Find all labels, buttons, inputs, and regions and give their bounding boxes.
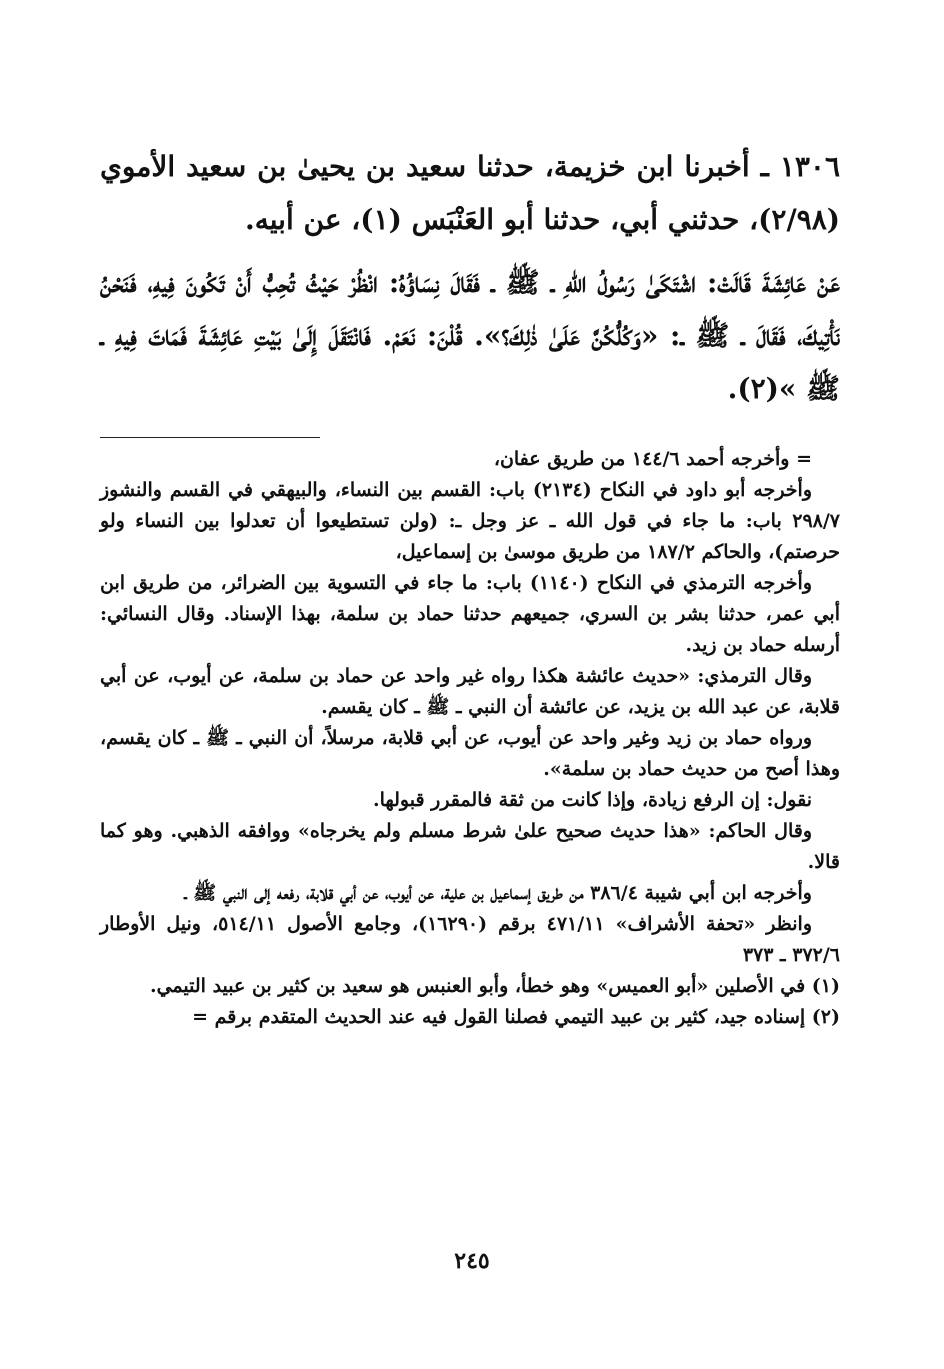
footnote-2: (٢) إسناده جيد، كثير بن عبيد التيمي فصلنا القول فيه عند الحديث المتقدم برقم = xyxy=(192,1006,840,1028)
commentary xyxy=(100,444,840,1033)
hadith-text xyxy=(100,140,840,415)
commentary-paragraph: وقال الترمذي: «حديث عائشة هكذا رواه غير واحد عن حماد بن سلمة، عن أيوب، عن أبي قلابة، عن عبد الله بن يزيد، عن عائشة أن النبي ـ ﷺ ـ كان يقسم. xyxy=(100,665,840,718)
commentary-paragraph: وأخرجه الترمذي في النكاح (١١٤٠) باب: ما جاء في التسوية بين الضرائر، من طريق ابن أبي عمر، حدثنا بشر بن السري، جميعهم حدثنا حماد بن سلمة، بهذا الإسناد. وقال النسائي: أرسله حماد بن زيد. xyxy=(100,572,840,656)
page-number: ٢٤٥ xyxy=(454,1248,490,1274)
footnote-1: (١) في الأصلين «أبو العميس» وهو خطأ، وأبو العنبس هو سعيد بن كثير بن عبيد التيمي. xyxy=(149,975,840,997)
page-body xyxy=(100,140,840,1033)
commentary-paragraph: وأخرجه أبو داود في النكاح (٢١٣٤) باب: القسم بين النساء، والبيهقي في القسم والنشوز ٢٩٨/٧ باب: ما جاء في قول الله ـ عز وجل ـ: (ولن تستطيعوا أن تعدلوا بين النساء ولو حرصتم)، والحاكم ١٨٧/٢ من طريق موسىٰ بن إسماعيل، xyxy=(100,479,840,563)
commentary-paragraph: نقول: إن الرفع زيادة، وإذا كانت من ثقة فالمقرر قبولها. xyxy=(372,789,812,811)
hadith-matn: عَنْ عَائِشَةَ قَالَتْ: اشْتَكَىٰ رَسُولُ اللهِ ـ ﷺ ـ فَقَالَ نِسَاؤُهُ: انْظُرْ حَيْثُ تُحِبُّ أَنْ تَكُونَ فِيهِ، فَنَحْنُ نَأْتِيكَ، فَقَالَ ـ ﷺ ـ: «وَكُلُّكُنَّ عَلَىٰ ذٰلِكَ؟». قُلْنَ: نَعَمْ. فَانْتَقَلَ إِلَىٰ بَيْتِ عَائِشَةَ فَمَاتَ فِيهِ ـ ﷺ »(٢). xyxy=(100,266,840,405)
commentary-paragraph: وانظر «تحفة الأشراف» ٤٧١/١١ برقم (١٦٢٩٠)، وجامع الأصول ٥١٤/١١، ونيل الأوطار ٣٧٢/٦ ـ ٣٧٣ xyxy=(100,913,840,966)
commentary-paragraph: وقال الحاكم: «هذا حديث صحيح علىٰ شرط مسلم ولم يخرجاه» ووافقه الذهبي. وهو كما قالا. xyxy=(100,820,840,873)
commentary-paragraph: وأخرجه ابن أبي شيبة ٣٨٦/٤ من طريق إسماعيل بن علية، عن أيوب، عن أبي قلابة، رفعه إلى النبي ﷺ ـ xyxy=(184,882,812,904)
commentary-paragraph: = وأخرجه أحمد ١٤٤/٦ من طريق عفان، xyxy=(493,448,812,470)
hadith-isnad: ١٣٠٦ ـ أخبرنا ابن خزيمة، حدثنا سعيد بن يحيىٰ بن سعيد الأموي (٢/٩٨)، حدثني أبي، حدثنا أبو العَنْبَس (١)، عن أبيه. xyxy=(100,150,840,236)
footnote-separator xyxy=(100,437,320,438)
commentary-paragraph: ورواه حماد بن زيد وغير واحد عن أيوب، عن أبي قلابة، مرسلاً، أن النبي ـ ﷺ ـ كان يقسم، وهذا أصح من حديث حماد بن سلمة». xyxy=(100,727,840,780)
